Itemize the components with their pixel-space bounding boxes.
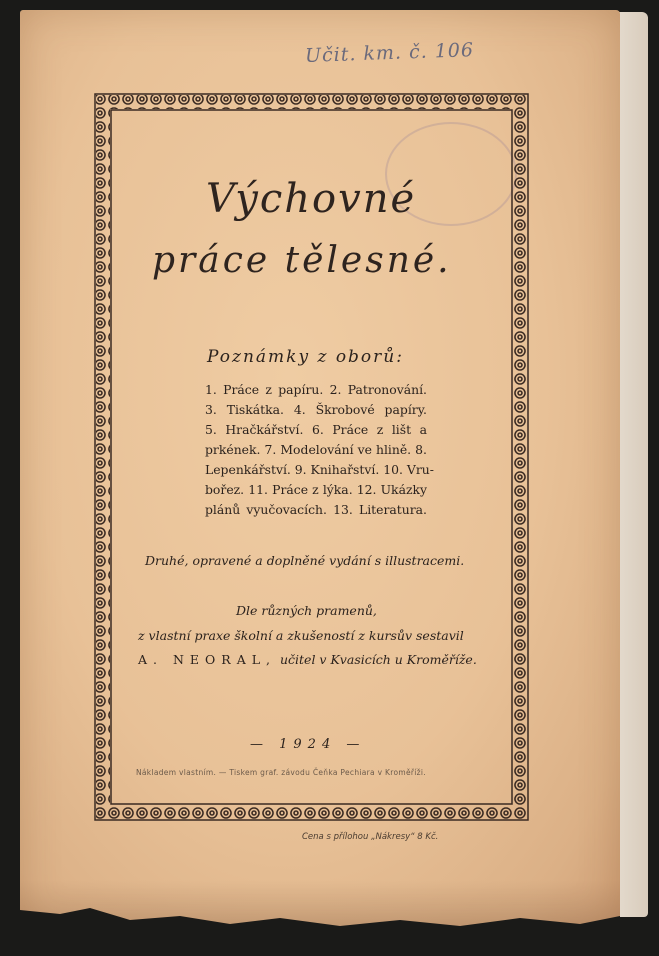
topics-line: Lepenkářství. 9. Knihařství. 10. Vru- [205,462,434,477]
topics-line: plánů vyučovacích. 13. Literatura. [205,502,427,517]
imprint-line: Nákladem vlastním. — Tiskem graf. závodu Čeňka Pechiara v Kroměříži. [136,768,426,777]
source-line-1: Dle různých pramenů, [236,603,377,618]
source-line-3 [138,652,477,667]
author-affiliation: učitel v Kvasicích u Kroměříže. [279,652,477,667]
source-line-2: z vlastní praxe školní a zkušeností z kursův sestavil [138,628,464,643]
author-name: A. NEORAL, [138,652,276,667]
topics-line: 3. Tiskátka. 4. Škrobové papíry. [205,402,427,417]
handwritten-catalog-note: Učit. km. č. 106 [304,39,475,67]
publication-year: — 1924 — [250,737,366,752]
edition-note: Druhé, opravené a doplněné vydání s illustracemi. [145,553,465,568]
title-line-2: práce tělesné. [152,240,452,281]
topics-line: 5. Hračkářství. 6. Práce z lišt a [205,422,427,437]
price-note: Cena s přílohou „Nákresy“ 8 Kč. [302,832,439,842]
topics-line: prkének. 7. Modelování ve hlině. 8. [205,442,427,457]
title-line-1: Výchovné [206,176,417,222]
torn-bottom-edge [20,880,620,930]
subheading: Poznámky z oborů: [207,347,404,367]
topics-line: bořez. 11. Práce z lýka. 12. Ukázky [205,482,427,497]
topics-line: 1. Práce z papíru. 2. Patronování. [205,382,427,397]
topics-list [205,380,434,520]
